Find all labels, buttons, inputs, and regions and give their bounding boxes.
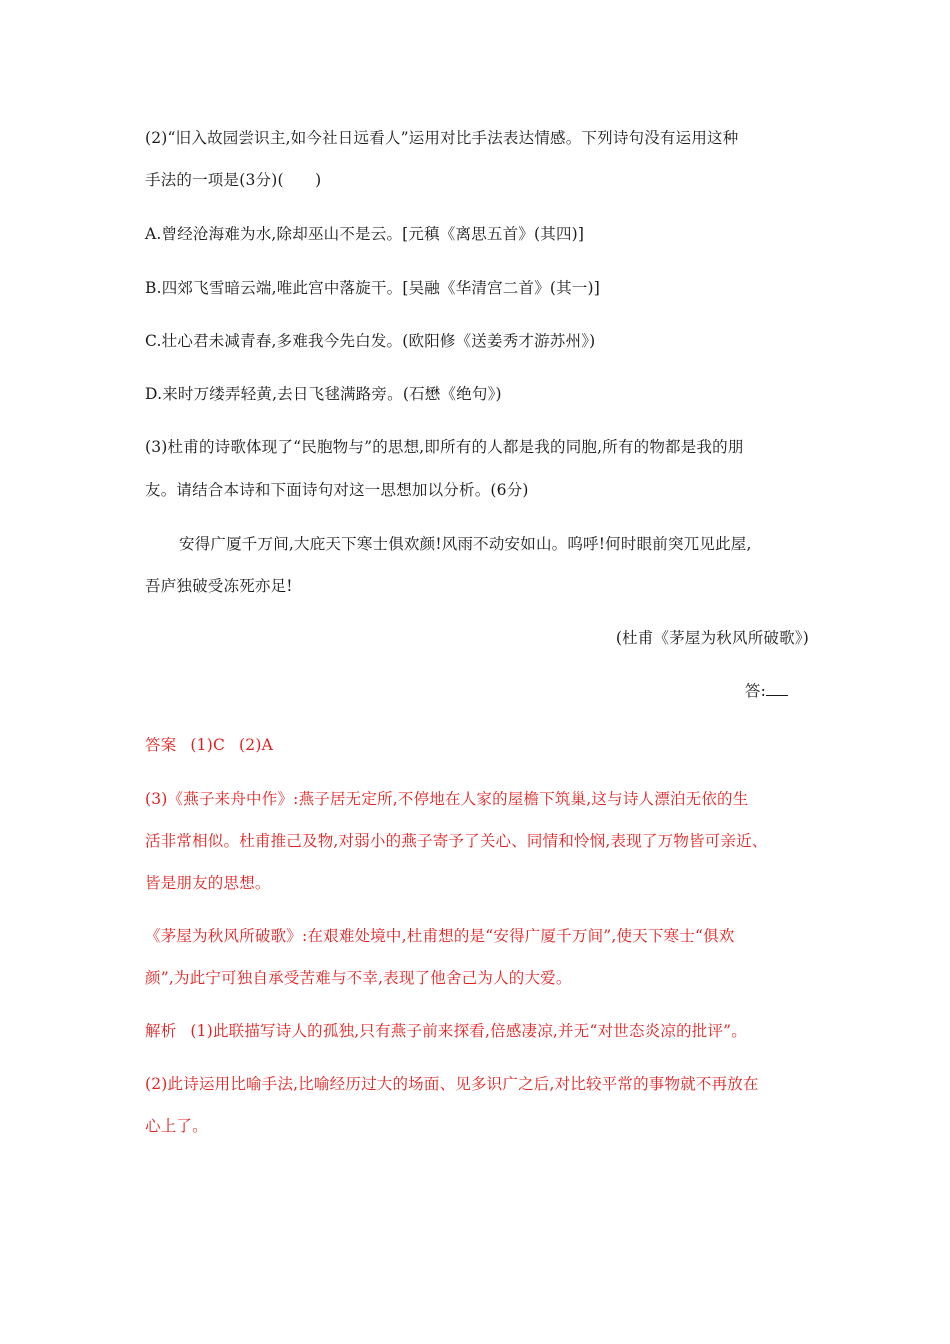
answer-prompt-label: 答:: [744, 682, 766, 700]
analysis-p2-line-1: (2)此诗运用比喻手法,比喻经历过大的场面、见多识广之后,对比较平常的事物就不再放在: [145, 1075, 759, 1093]
question-3-line-1: (3)杜甫的诗歌体现了“民胞物与”的思想,即所有的人都是我的同胞,所有的物都是我的朋: [145, 438, 744, 456]
answer-part-1: (1)C: [190, 736, 226, 754]
analysis-label: 解析: [145, 1022, 177, 1040]
option-d: D.来时万缕弄轻黄,去日飞毬满路旁。(石懋《绝句》): [145, 385, 502, 403]
answer-p3-line-3: 皆是朋友的思想。: [145, 874, 271, 892]
answer-p4-line-2: 颜”,为此宁可独自承受苦难与不幸,表现了他舍己为人的大爱。: [145, 969, 572, 987]
poem-line-2: 吾庐独破受冻死亦足!: [145, 577, 293, 595]
analysis-p2-line-2: 心上了。: [145, 1117, 208, 1135]
answer-prompt: [145, 681, 809, 701]
poem-line-1: 安得广厦千万间,大庇天下寒士俱欢颜!风雨不动安如山。呜呼!何时眼前突兀见此屋,: [179, 535, 752, 553]
analysis-p1: (1)此联描写诗人的孤独,只有燕子前来探看,倍感凄凉,并无“对世态炎凉的批评”。: [190, 1022, 747, 1040]
answer-p3-line-2: 活非常相似。杜甫推己及物,对弱小的燕子寄予了关心、同情和怜悯,表现了万物皆可亲近、: [145, 832, 768, 850]
answer-summary: [145, 735, 809, 755]
question-2-line-2: 手法的一项是(3分)( ): [145, 171, 322, 189]
question-2-line-1: (2)“旧入故园尝识主,如今社日远看人”运用对比手法表达情感。下列诗句没有运用这种: [145, 129, 739, 147]
option-b: B.四郊飞雪暗云端,唯此宫中落旋干。[吴融《华清宫二首》(其一)]: [145, 279, 601, 297]
question-3-line-2: 友。请结合本诗和下面诗句对这一思想加以分析。(6分): [145, 481, 529, 499]
answer-blank: [766, 681, 788, 696]
answer-part-2: (2)A: [239, 736, 273, 754]
analysis-line-1: [145, 1021, 809, 1041]
option-a: A.曾经沧海难为水,除却巫山不是云。[元稹《离思五首》(其四)]: [145, 225, 585, 243]
poem-source: (杜甫《茅屋为秋风所破歌》): [615, 629, 809, 647]
option-c: C.壮心君未减青春,多难我今先白发。(欧阳修《送姜秀才游苏州》): [145, 332, 596, 350]
answer-p3-line-1: (3)《燕子来舟中作》:燕子居无定所,不停地在人家的屋檐下筑巢,这与诗人漂泊无依的生: [145, 790, 749, 808]
answer-p4-line-1: 《茅屋为秋风所破歌》:在艰难处境中,杜甫想的是“安得广厦千万间”,使天下寒士“俱欢: [145, 927, 735, 945]
answer-label: 答案: [145, 736, 177, 754]
